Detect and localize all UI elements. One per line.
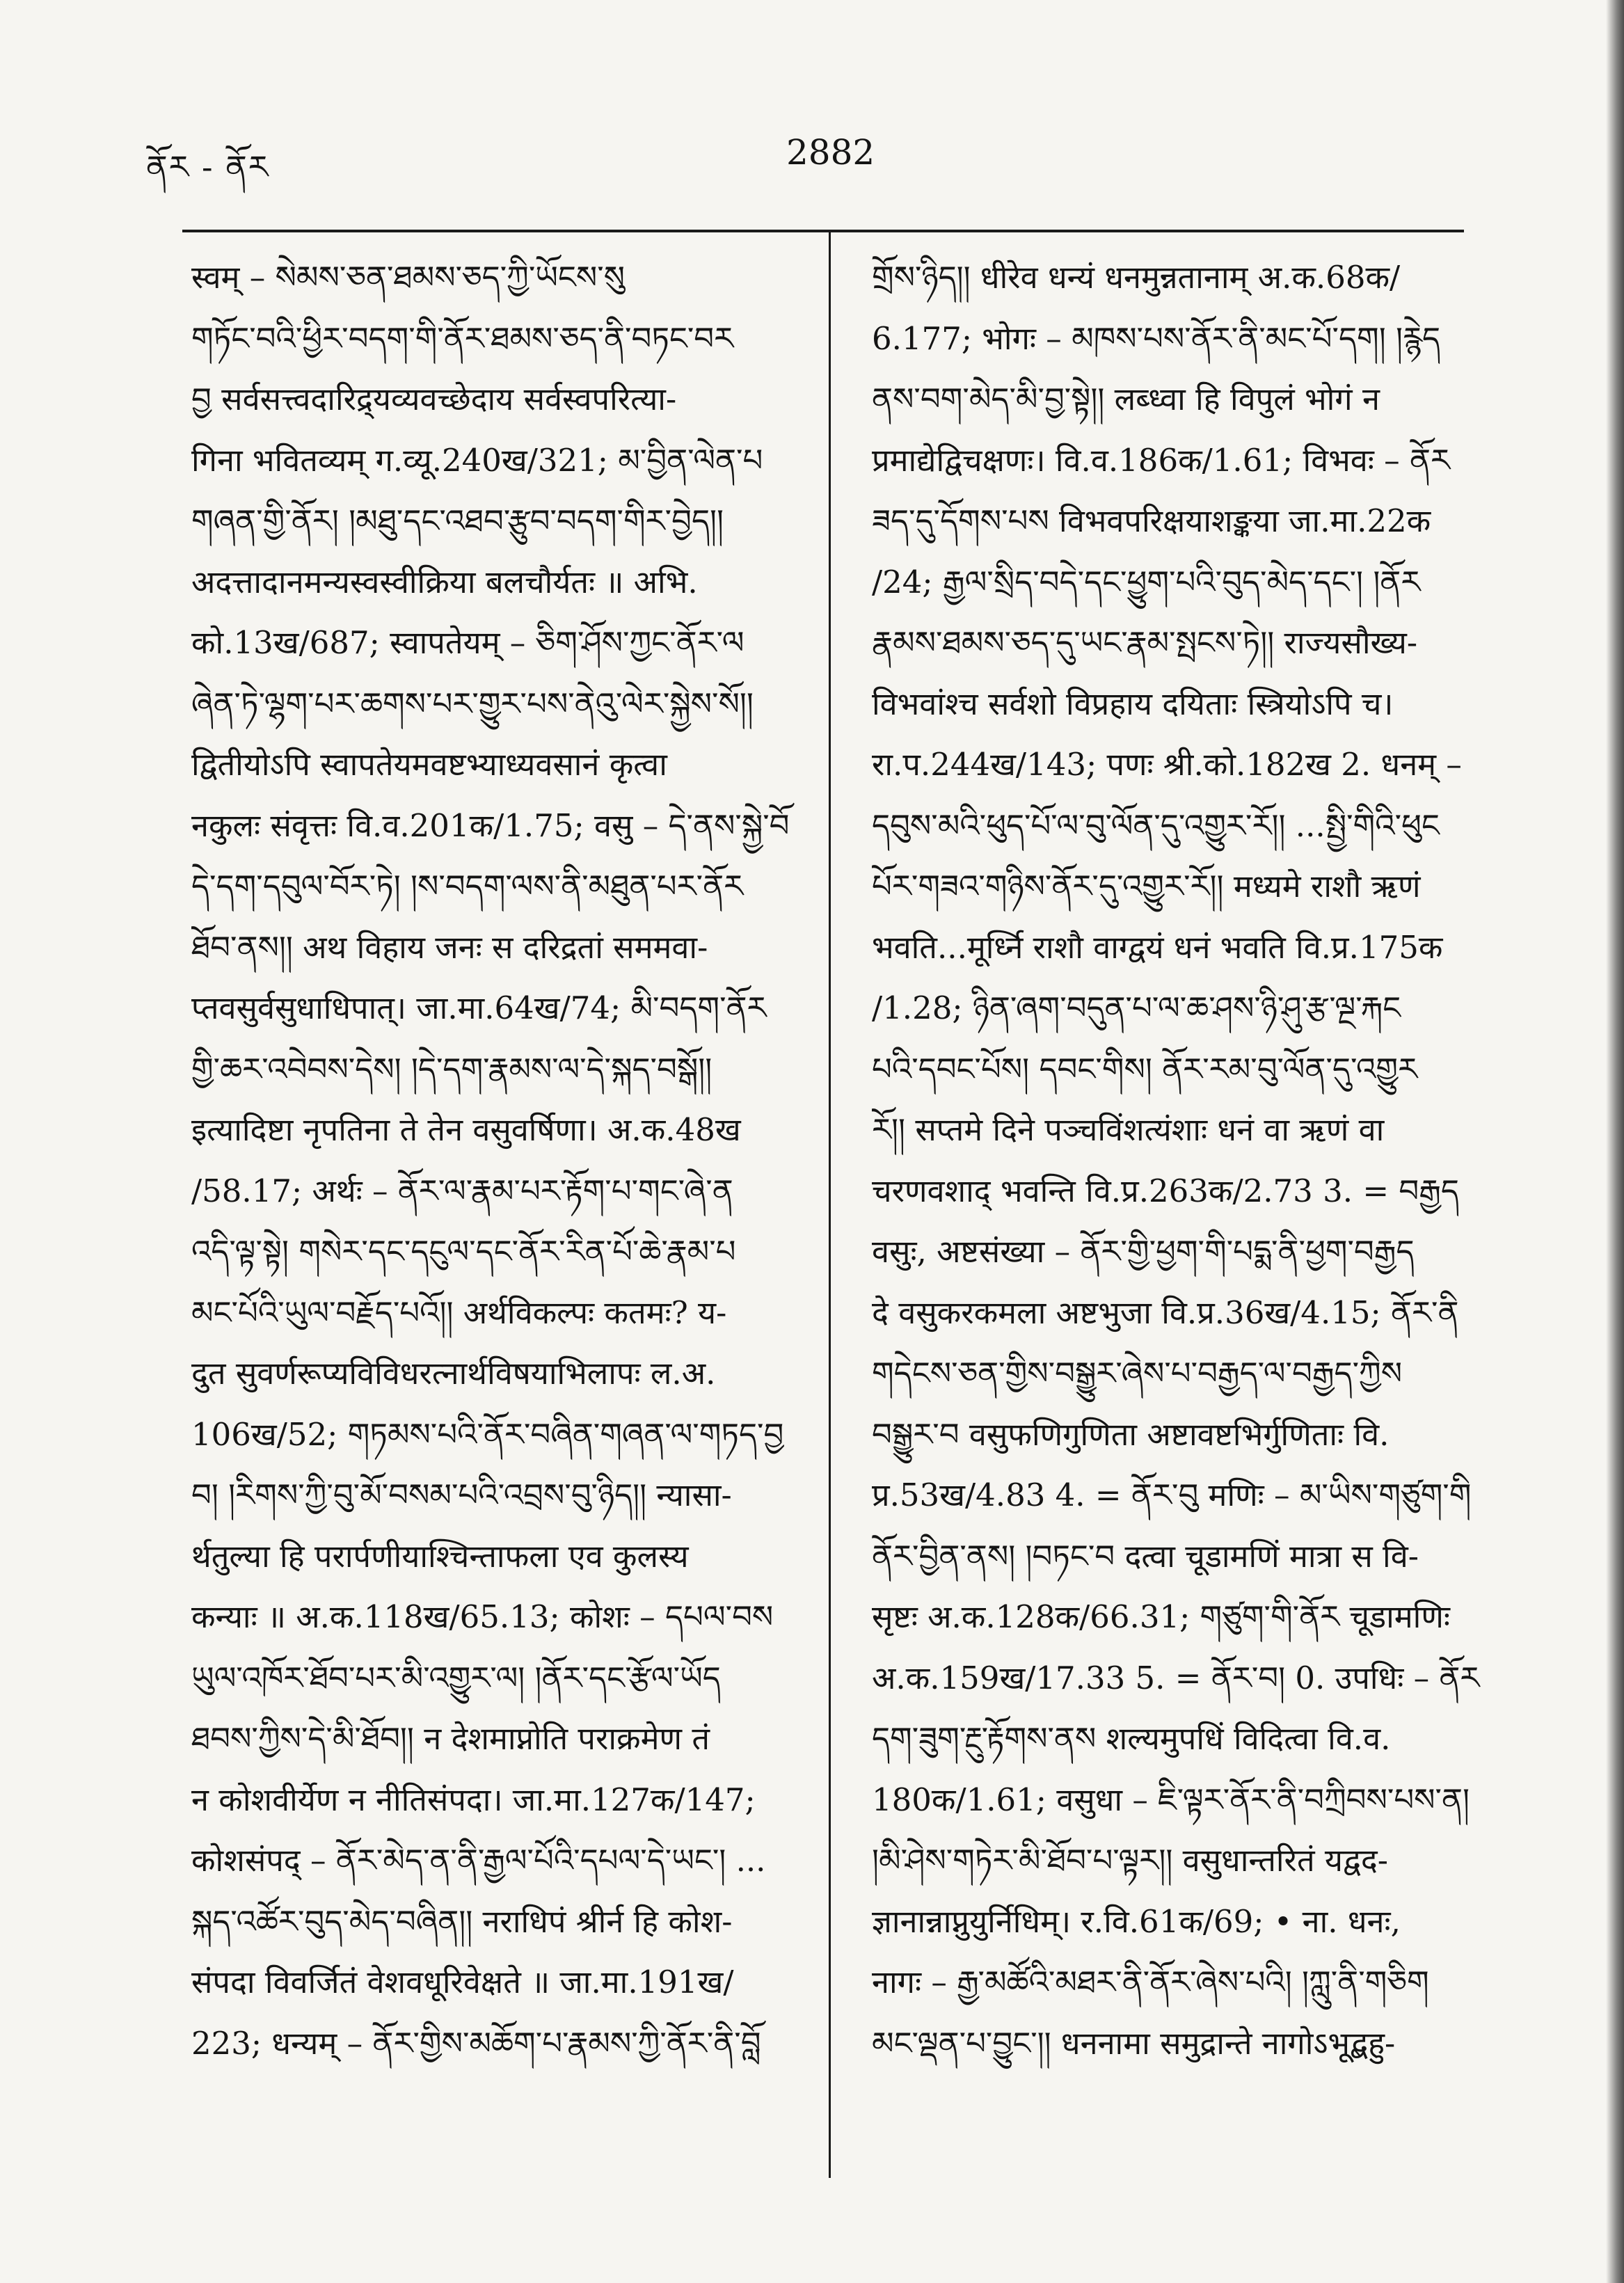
right-column-line: दे वसुकरकमला अष्टभुजा वि.प्र.36ख/4.15; ནོར་ནི (872, 1294, 1459, 1331)
left-column-line: को.13ख/687; स्वापतेयम् – ཅིག་ཤོས་ཀྱང་ནོར་ལ (191, 624, 745, 661)
left-column-line: དེ་དག་དབུལ་བོར་ཏེ། །ས་བདག་ལས་ནི་མཐུན་པར་ནོར (191, 868, 744, 905)
left-column-line: མང་པོའི་ཡུལ་བརྗོད་པའོ།། अर्थविकल्पः कतमः? य- (191, 1294, 727, 1331)
left-column-line: अदत्तादानमन्यस्वस्वीक्रिया बलचौर्यतः ॥ अभि. (191, 563, 698, 600)
right-column-line: མང་ལྡན་པ་བྱུང་།། धननामा समुद्रान्ते नागोऽभूद्बहु- (872, 2024, 1396, 2062)
right-column-line: 6.177; भोगः – མཁས་པས་ནོར་ནི་མང་པོ་དག། །རྙེད (872, 319, 1441, 357)
left-column-line: र्थतुल्या हि परार्पणीयाश्चिन्ताफला एव कुलस्य (191, 1537, 689, 1575)
left-column-line: कोशसंपद् – ནོར་མེད་ན་ནི་རྒྱལ་པོའི་དཔལ་དེ་ཡང་། ... (191, 1842, 766, 1879)
right-column-line: དག་ཟུག་རྔུ་རྟོགས་ནས शल्यमुपधिं विदित्वा वि.व. (872, 1720, 1391, 1757)
right-column-line: चरणवशाद् भवन्ति वि.प्र.263क/2.73 3. = བརྒྱད (872, 1172, 1459, 1209)
left-column (191, 247, 818, 2074)
left-column-line: प्तवसुर्वसुधाधिपात्। जा.मा.64ख/74; མི་བདག་ནོར (191, 989, 767, 1026)
right-column-line: རྣམས་ཐམས་ཅད་དུ་ཡང་རྣམ་སྤངས་ཏེ།། राज्यसौख्य- (872, 624, 1418, 661)
left-column-line: ཞེན་ཏེ་ལྷག་པར་ཆགས་པར་གྱུར་པས་ནེའུ་ལེར་སྐྱེས་སོ།། (191, 685, 754, 722)
left-column-line: न कोशवीर्येण न नीतिसंपदा। जा.मा.127क/147; (191, 1781, 756, 1818)
column-divider (829, 230, 831, 2178)
left-column-line: द्वितीयोऽपि स्वापतेयमवष्टभ्याध्यवसानं कृत्वा (191, 746, 667, 783)
running-head: ནོར - ནོར (146, 148, 270, 186)
left-column-line: ཡུལ་འཁོར་ཐོབ་པར་མི་འགྱུར་ལ། །ནོར་དང་རྩོལ་ཡོད (191, 1659, 721, 1696)
left-column-line: 223; धन्यम् – ནོར་གྱིས་མཆོག་པ་རྣམས་ཀྱི་ནོར་ནི་བློ (191, 2024, 761, 2062)
right-column (872, 247, 1498, 2074)
right-column-line: པོར་གཟའ་གཉིས་ནོར་དུ་འགྱུར་རོ།། मध्यमे राशौ ऋणं (872, 868, 1421, 905)
right-column-line: प्र.53ख/4.83 4. = ནོར་བུ मणिः – མ་ཡིས་གཙུག་གི (872, 1477, 1472, 1513)
right-column-line: ནོར་བྱིན་ནས། །བཏང་བ दत्वा चूडामणिं मात्रा स वि- (872, 1537, 1419, 1575)
left-column-line: इत्यादिष्टा नृपतिना ते तेन वसुवर्षिणा। अ.क.48ख (191, 1111, 741, 1148)
right-column-line: विभवांश्च सर्वशो विप्रहाय दयिताः स्त्रियोऽपि च। (872, 685, 1394, 722)
page-edge-shadow (1606, 0, 1624, 2283)
right-column-line: सृष्टः अ.क.128क/66.31; གཙུག་གི་ནོར चूडामणिः (872, 1598, 1450, 1635)
right-column-line: /24; རྒྱལ་སྲིད་བདེ་དང་ཕྱུག་པའི་བུད་མེད་དང་། །ནོར (872, 563, 1421, 600)
right-column-line: དབུས་མའི་ཕུད་པོ་ལ་བུ་ལོན་དུ་འགྱུར་རོ།། ...སྤྱི་གིའི་ཕུང (872, 806, 1440, 844)
right-column-line: वसुः, अष्टसंख्या – ནོར་གྱི་ཕྱག་གི་པདྨ་ནི་ཕྱག་བརྒྱད (872, 1233, 1415, 1270)
right-column-line: /1.28; ཉིན་ཞག་བདུན་པ་ལ་ཆ་ཤས་ཉི་ཤུ་རྩ་ལྔ་རྐང (872, 989, 1401, 1026)
right-column-line: པའི་དབང་པོས། དབང་གིས། ནོར་རམ་བུ་ལོན་དུ་འགྱུར (872, 1050, 1418, 1088)
left-column-line: གྱི་ཆར་འབེབས་དེས། །དེ་དག་རྣམས་ལ་དེ་སྐད་བསྒོ།། (191, 1050, 713, 1088)
left-column-line: संपदा विवर्जितं वेशवधूरिवेक्षते ॥ जा.मा.191ख/ (191, 1964, 734, 2000)
right-column-line: ज्ञानान्नाप्नुयुर्निधिम्। र.वि.61क/69; • ना. धनः, (872, 1902, 1401, 1940)
left-column-line: दुत सुवर्णरूप्यविविधरत्नार्थविषयाभिलापः ल.अ. (191, 1355, 716, 1392)
left-column-line: गिना भवितव्यम् ग.व्यू.240ख/321; མ་བྱིན་ལེན་པ (191, 441, 763, 479)
right-column-line: रा.प.244ख/143; पणः श्री.को.182ख 2. धनम् – (872, 746, 1462, 783)
left-column-line: 106ख/52; གཏམས་པའི་ནོར་བཞིན་གཞན་ལ་གཏད་བྱ (191, 1415, 784, 1453)
left-column-line: कन्याः ॥ अ.क.118ख/65.13; कोशः – དཔལ་བས (191, 1598, 774, 1635)
right-column-line: བསྒྱུར་བ वसुफणिगुणिता अष्टावष्टभिर्गुणिताः वि. (872, 1415, 1390, 1453)
right-column-line: अ.क.159ख/17.33 5. = ནོར་བ། 0. उपधिः – ནོར (872, 1659, 1480, 1696)
right-column-line: नागः – རྒྱ་མཚོའི་མཐར་ནི་ནོར་ཞེས་པའི། །ཀླུ་ནི་གཅིག (872, 1964, 1429, 2000)
left-column-line: འདི་ལྟ་སྟེ། གསེར་དང་དངུལ་དང་ནོར་རིན་པོ་ཆེ་རྣམ་པ (191, 1233, 736, 1270)
left-column-line: བྱ सर्वसत्त्वदारिद्र्यव्यवच्छेदाय सर्वस्वपरित्या- (191, 381, 677, 417)
left-column-line: ཐོབ་ནས།། अथ विहाय जनः स दरिद्रतां सममवा- (191, 928, 708, 966)
left-column-line: གཞན་གྱི་ནོར། །མཐུ་དང་འཐབ་རྩུབ་བདག་གིར་བྱེད།། (191, 502, 724, 539)
left-column-line: གཏོང་བའི་ཕྱིར་བདག་གི་ནོར་ཐམས་ཅད་ནི་བཏང་བར (191, 319, 734, 357)
right-column-line: །མི་ཤེས་གཏེར་མི་ཐོབ་པ་ལྟར།། वसुधान्तरितं यद्वद- (872, 1842, 1388, 1879)
left-column-line: /58.17; अर्थः – ནོར་ལ་རྣམ་པར་རྟོག་པ་གང་ཞེ་ན (191, 1172, 733, 1209)
right-column-line: གདེངས་ཅན་གྱིས་བསྒྱུར་ཞེས་པ་བརྒྱད་ལ་བརྒྱད་ཀྱིས (872, 1355, 1403, 1392)
right-column-line: ནས་བག་མེད་མི་བྱ་སྟེ།། लब्ध्वा हि विपुलं भोगं न (872, 381, 1380, 417)
right-column-line: རོ།། सप्तमे दिने पञ्चविंशत्यंशाः धनं वा ऋणं वा (872, 1111, 1385, 1148)
right-column-line: 180क/1.61; वसुधा – ཇི་ལྟར་ནོར་ནི་བཀྲིབས་པས་ན། (872, 1781, 1470, 1818)
left-column-line: स्वम् – སེམས་ཅན་ཐམས་ཅད་ཀྱི་ཡོངས་སུ (191, 259, 626, 296)
right-column-line: प्रमाद्येद्विचक्षणः। वि.व.186क/1.61; विभवः – ནོར (872, 441, 1451, 479)
left-column-line: སྐད་འཚོར་བུད་མེད་བཞིན།། नराधिपं श्रीर्न हि कोश- (191, 1902, 733, 1940)
right-column-line: ཟད་དུ་དོགས་པས विभवपरिक्षयाशङ्कया जा.मा.22क (872, 502, 1431, 539)
left-column-line: བ། །རིགས་ཀྱི་བུ་མོ་བསམ་པའི་འབྲས་བུ་ཉིད།། न्यासा- (191, 1477, 732, 1513)
right-column-line: གྲོས་ཉིད།། धीरेव धन्यं धनमुन्नतानाम् अ.क.68क/ (872, 259, 1401, 296)
page-number: 2882 (786, 132, 875, 173)
left-column-line: ཐབས་ཀྱིས་དེ་མི་ཐོབ།། न देशमाप्नोति पराक्रमेण तं (191, 1720, 710, 1757)
header-rule (182, 230, 1464, 232)
right-column-line: भवति...मूर्ध्नि राशौ वाग्द्वयं धनं भवति वि.प्र.175क (872, 928, 1443, 966)
left-column-line: नकुलः संवृत्तः वि.व.201क/1.75; वसु – དེ་ནས་སྐྱེ་བོ (191, 806, 790, 844)
